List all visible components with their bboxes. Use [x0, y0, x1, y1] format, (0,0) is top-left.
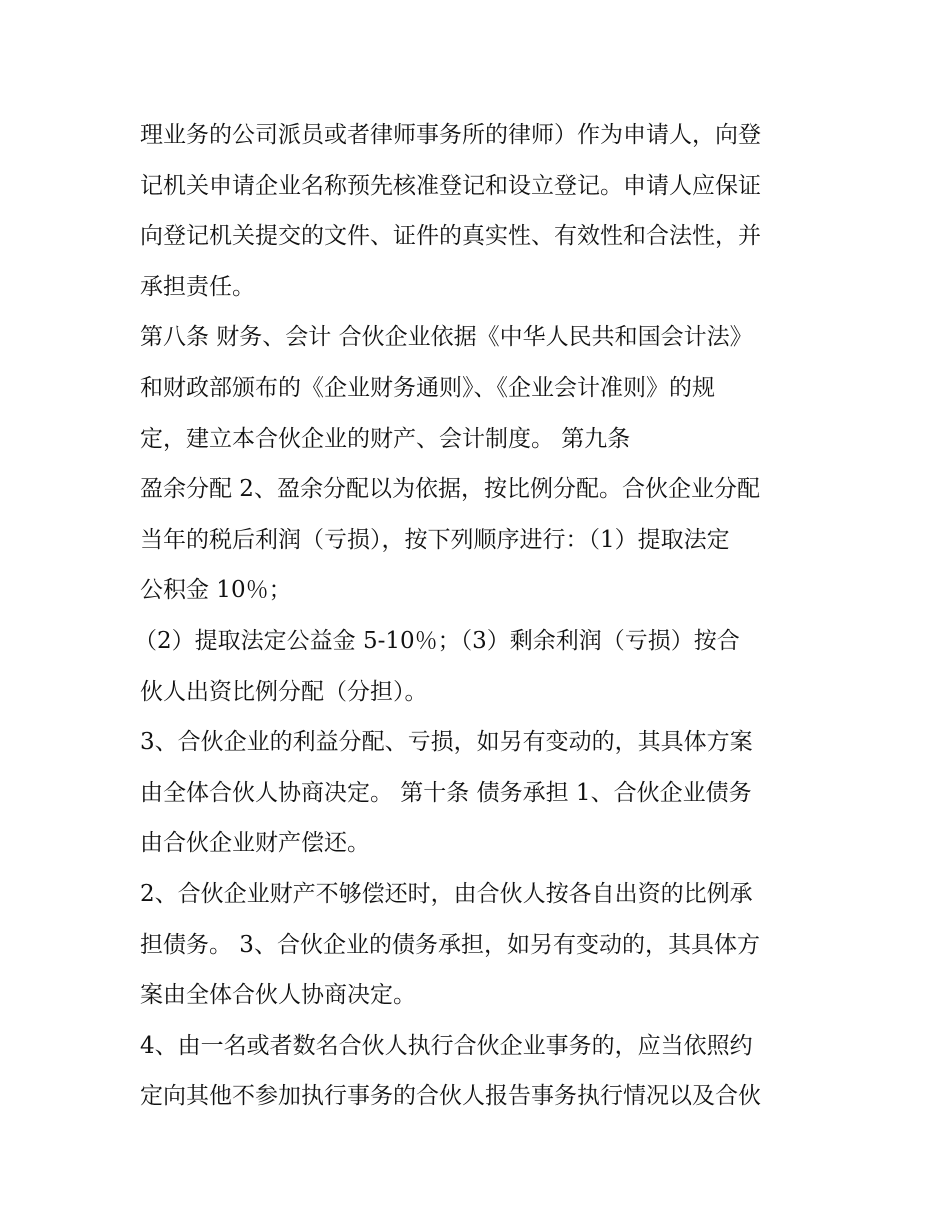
- text-line-12: 伙人出资比例分配（分担）。: [140, 678, 428, 705]
- text-line-14: 由全体合伙人协商决定。 第十条 债务承担 1、合伙企业债务: [140, 779, 752, 806]
- text-line-2: 记机关申请企业名称预先核准登记和设立登记。申请人应保证: [140, 172, 761, 199]
- text-line-8: 盈余分配 2、盈余分配以为依据，按比例分配。合伙企业分配: [140, 476, 760, 503]
- text-line-4: 承担责任。: [140, 273, 255, 300]
- text-line-15: 由合伙企业财产偿还。: [140, 830, 370, 857]
- text-line-20: 定向其他不参加执行事务的合伙人报告事务执行情况以及合伙: [140, 1083, 761, 1110]
- text-line-17: 担债务。 3、合伙企业的债务承担，如另有变动的，其具体方: [140, 931, 760, 958]
- text-line-1: 理业务的公司派员或者律师事务所的律师）作为申请人，向登: [140, 122, 761, 148]
- text-line-6: 和财政部颁布的《企业财务通则》、《企业会计准则》的规: [140, 374, 715, 401]
- document-body: [134, 110, 830, 1122]
- text-line-13: 3、合伙企业的利益分配、亏损，如另有变动的，其具体方案: [140, 729, 753, 756]
- text-line-10: 公积金 10％；: [140, 577, 292, 604]
- text-line-16: 2、合伙企业财产不够偿还时，由合伙人按各自出资的比例承: [140, 880, 753, 907]
- text-line-3: 向登记机关提交的文件、证件的真实性、有效性和合法性，并: [140, 223, 761, 250]
- text-line-18: 案由全体合伙人协商决定。: [140, 982, 416, 1009]
- text-line-19: 4、由一名或者数名合伙人执行合伙企业事务的，应当依照约: [140, 1032, 753, 1059]
- text-line-7: 定，建立本合伙企业的财产、会计制度。 第九条: [140, 425, 631, 452]
- text-line-9: 当年的税后利润（亏损），按下列顺序进行：（1）提取法定: [140, 526, 730, 553]
- text-line-11: （2）提取法定公益金 5-10％；（3）剩余利润（亏损）按合: [134, 627, 740, 654]
- text-line-5: 第八条 财务、会计 合伙企业依据《中华人民共和国会计法》: [140, 324, 753, 351]
